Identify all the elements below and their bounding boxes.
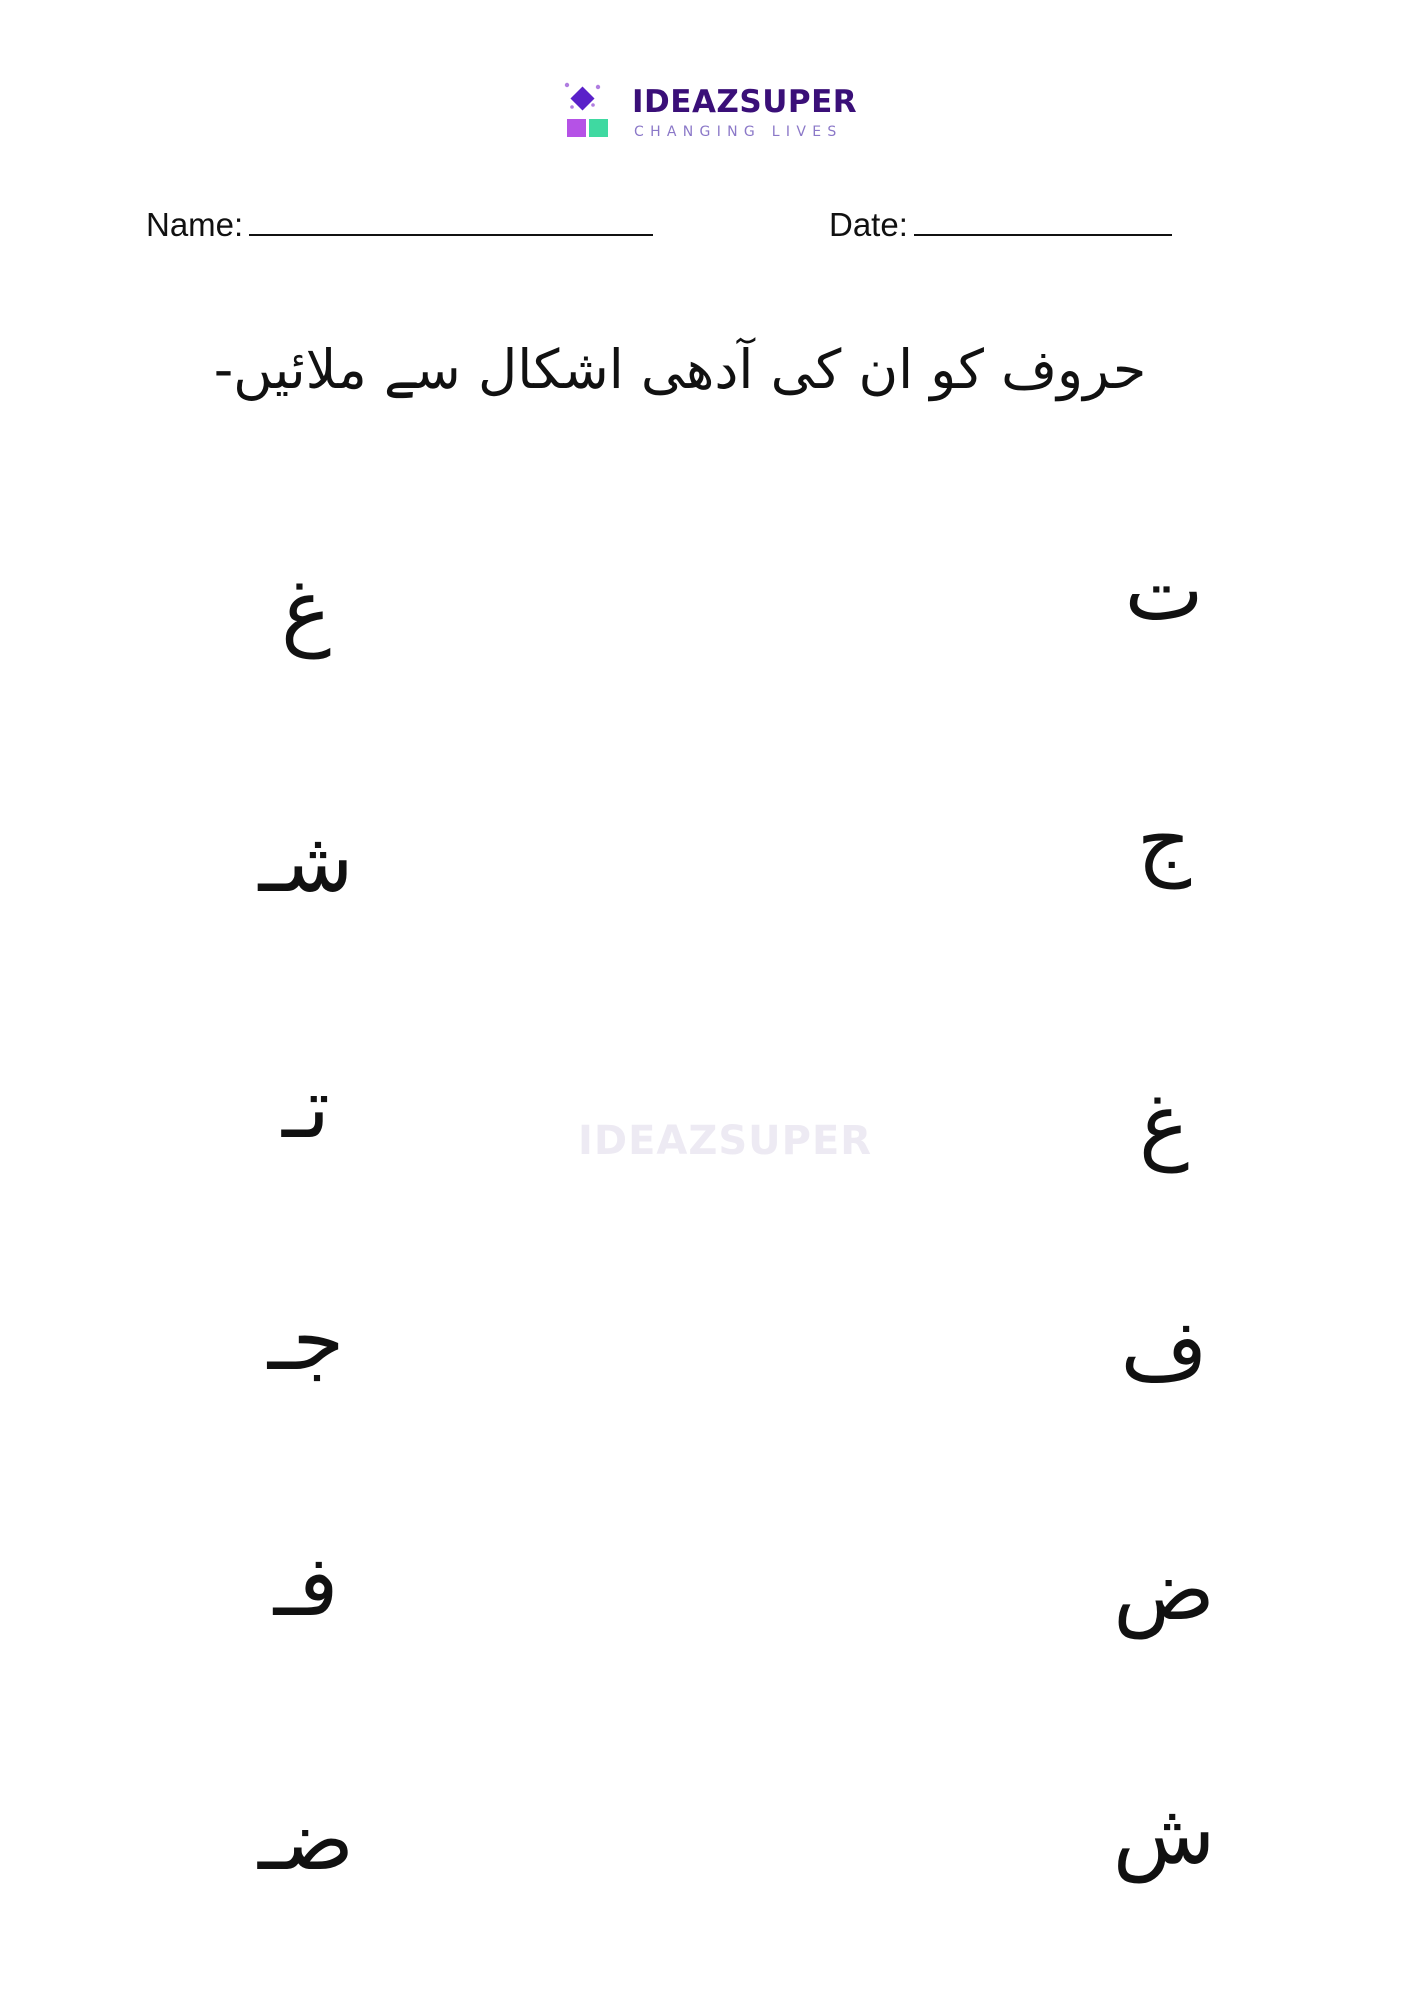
brand-tagline: CHANGING LIVES	[634, 124, 843, 140]
half-form-letter[interactable]: غ	[280, 561, 332, 659]
date-field[interactable]	[829, 206, 1172, 244]
date-write-line[interactable]	[914, 233, 1172, 236]
brand-logo	[560, 80, 860, 146]
name-write-line[interactable]	[249, 233, 653, 236]
full-letter[interactable]: غ	[1138, 1075, 1190, 1173]
full-letter[interactable]: ف	[1120, 1301, 1208, 1399]
half-form-letter[interactable]: فـ	[273, 1537, 339, 1635]
half-form-letter[interactable]: شـ	[258, 813, 354, 911]
name-label: Name:	[146, 206, 244, 243]
instruction-text: حروف کو ان کی آدھی اشکال سے ملائیں-	[213, 338, 1147, 401]
half-form-letter[interactable]: تـ	[282, 1059, 330, 1157]
half-form-letter[interactable]: ضـ	[258, 1791, 354, 1889]
logo-mark-icon	[560, 80, 630, 146]
watermark-text: IDEAZSUPER	[578, 1118, 873, 1164]
full-letter[interactable]: ت	[1124, 541, 1204, 639]
full-letter[interactable]: ش	[1112, 1785, 1216, 1883]
full-letter[interactable]: ج	[1136, 791, 1192, 889]
full-letter[interactable]: ض	[1113, 1541, 1215, 1639]
brand-name: IDEAZSUPER	[632, 84, 858, 120]
date-label: Date:	[829, 206, 908, 243]
name-field[interactable]	[146, 206, 653, 244]
half-form-letter[interactable]: جـ	[267, 1291, 345, 1389]
